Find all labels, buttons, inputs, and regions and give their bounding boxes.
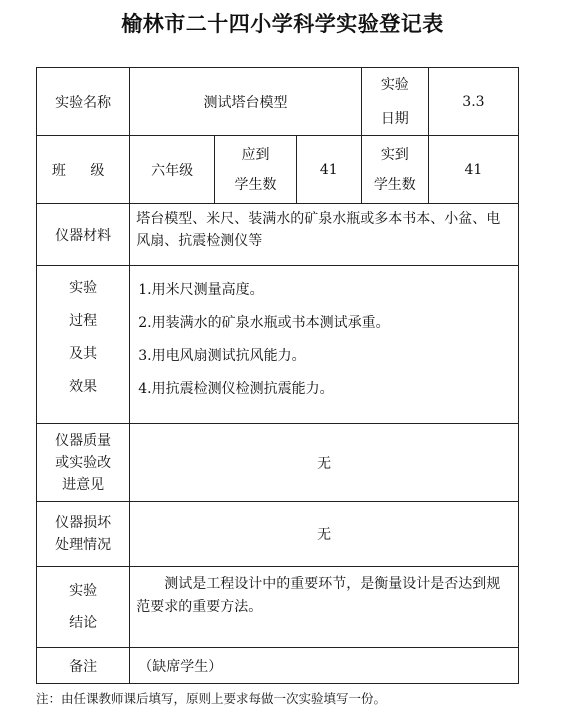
table-row-process <box>37 266 519 424</box>
experiment-date-label <box>361 68 428 136</box>
class-value: 六年级 <box>130 136 215 204</box>
table-row-quality <box>37 424 519 502</box>
process-label-line: 过程 <box>69 313 98 329</box>
quality-label-line: 或实验改 <box>55 454 112 471</box>
expected-students-value: 41 <box>296 136 361 204</box>
damage-label <box>37 502 130 567</box>
process-steps <box>130 266 519 424</box>
actual-students-label <box>361 136 428 204</box>
expected-label-line: 学生数 <box>234 176 277 193</box>
conclusion-text: 测试是工程设计中的重要环节，是衡量设计是否达到规范要求的重要方法。 <box>136 576 501 615</box>
experiment-date-value: 3.3 <box>428 68 518 136</box>
actual-label-line: 学生数 <box>373 176 416 193</box>
quality-label-line: 进意见 <box>62 476 105 493</box>
materials-value: 塔台模型、米尺、装满水的矿泉水瓶或多本书本、小盆、电风扇、抗震检测仪等 <box>130 204 519 266</box>
process-label <box>37 266 130 424</box>
table-row-materials <box>37 204 519 266</box>
expected-label-line: 应到 <box>241 146 270 163</box>
process-label-line: 效果 <box>69 379 98 395</box>
damage-label-line: 仪器损坏 <box>55 515 112 531</box>
conclusion-label-line: 实验 <box>69 583 98 599</box>
footnote: 注：由任课教师课后填写，原则上要求每做一次实验填写一份。 <box>36 691 387 706</box>
class-label: 班 级 <box>37 136 130 204</box>
table-row-damage <box>37 502 519 567</box>
remarks-value: （缺席学生） <box>130 648 519 684</box>
process-label-line: 实验 <box>69 280 98 296</box>
date-label-line: 日期 <box>380 110 409 127</box>
experiment-name-label: 实验名称 <box>37 68 130 136</box>
actual-label-line: 实到 <box>380 146 409 163</box>
process-step: 4.用抗震检测仪检测抗震能力。 <box>138 381 334 397</box>
quality-label <box>37 424 130 502</box>
conclusion-label <box>37 567 130 648</box>
experiment-name-value: 测试塔台模型 <box>130 68 362 136</box>
quality-value: 无 <box>130 424 519 502</box>
process-step: 3.用电风扇测试抗风能力。 <box>138 348 306 364</box>
conclusion-label-line: 结论 <box>69 615 98 631</box>
registration-table <box>36 67 519 684</box>
table-row-remarks <box>37 648 519 684</box>
damage-value: 无 <box>130 502 519 567</box>
page-title: 榆林市二十四小学科学实验登记表 <box>121 12 444 36</box>
table-row-conclusion <box>37 567 519 648</box>
process-step: 1.用米尺测量高度。 <box>138 282 264 298</box>
conclusion-value <box>130 567 519 648</box>
remarks-label: 备注 <box>37 648 130 684</box>
process-label-line: 及其 <box>69 346 98 362</box>
actual-students-value: 41 <box>428 136 518 204</box>
table-row-class <box>37 136 519 204</box>
quality-label-line: 仪器质量 <box>55 432 112 449</box>
materials-label: 仪器材料 <box>37 204 130 266</box>
expected-students-label <box>215 136 297 204</box>
date-label-line: 实验 <box>380 76 409 93</box>
damage-label-line: 处理情况 <box>55 537 112 553</box>
table-row-experiment <box>37 68 519 136</box>
process-step: 2.用装满水的矿泉水瓶或书本测试承重。 <box>138 315 390 331</box>
